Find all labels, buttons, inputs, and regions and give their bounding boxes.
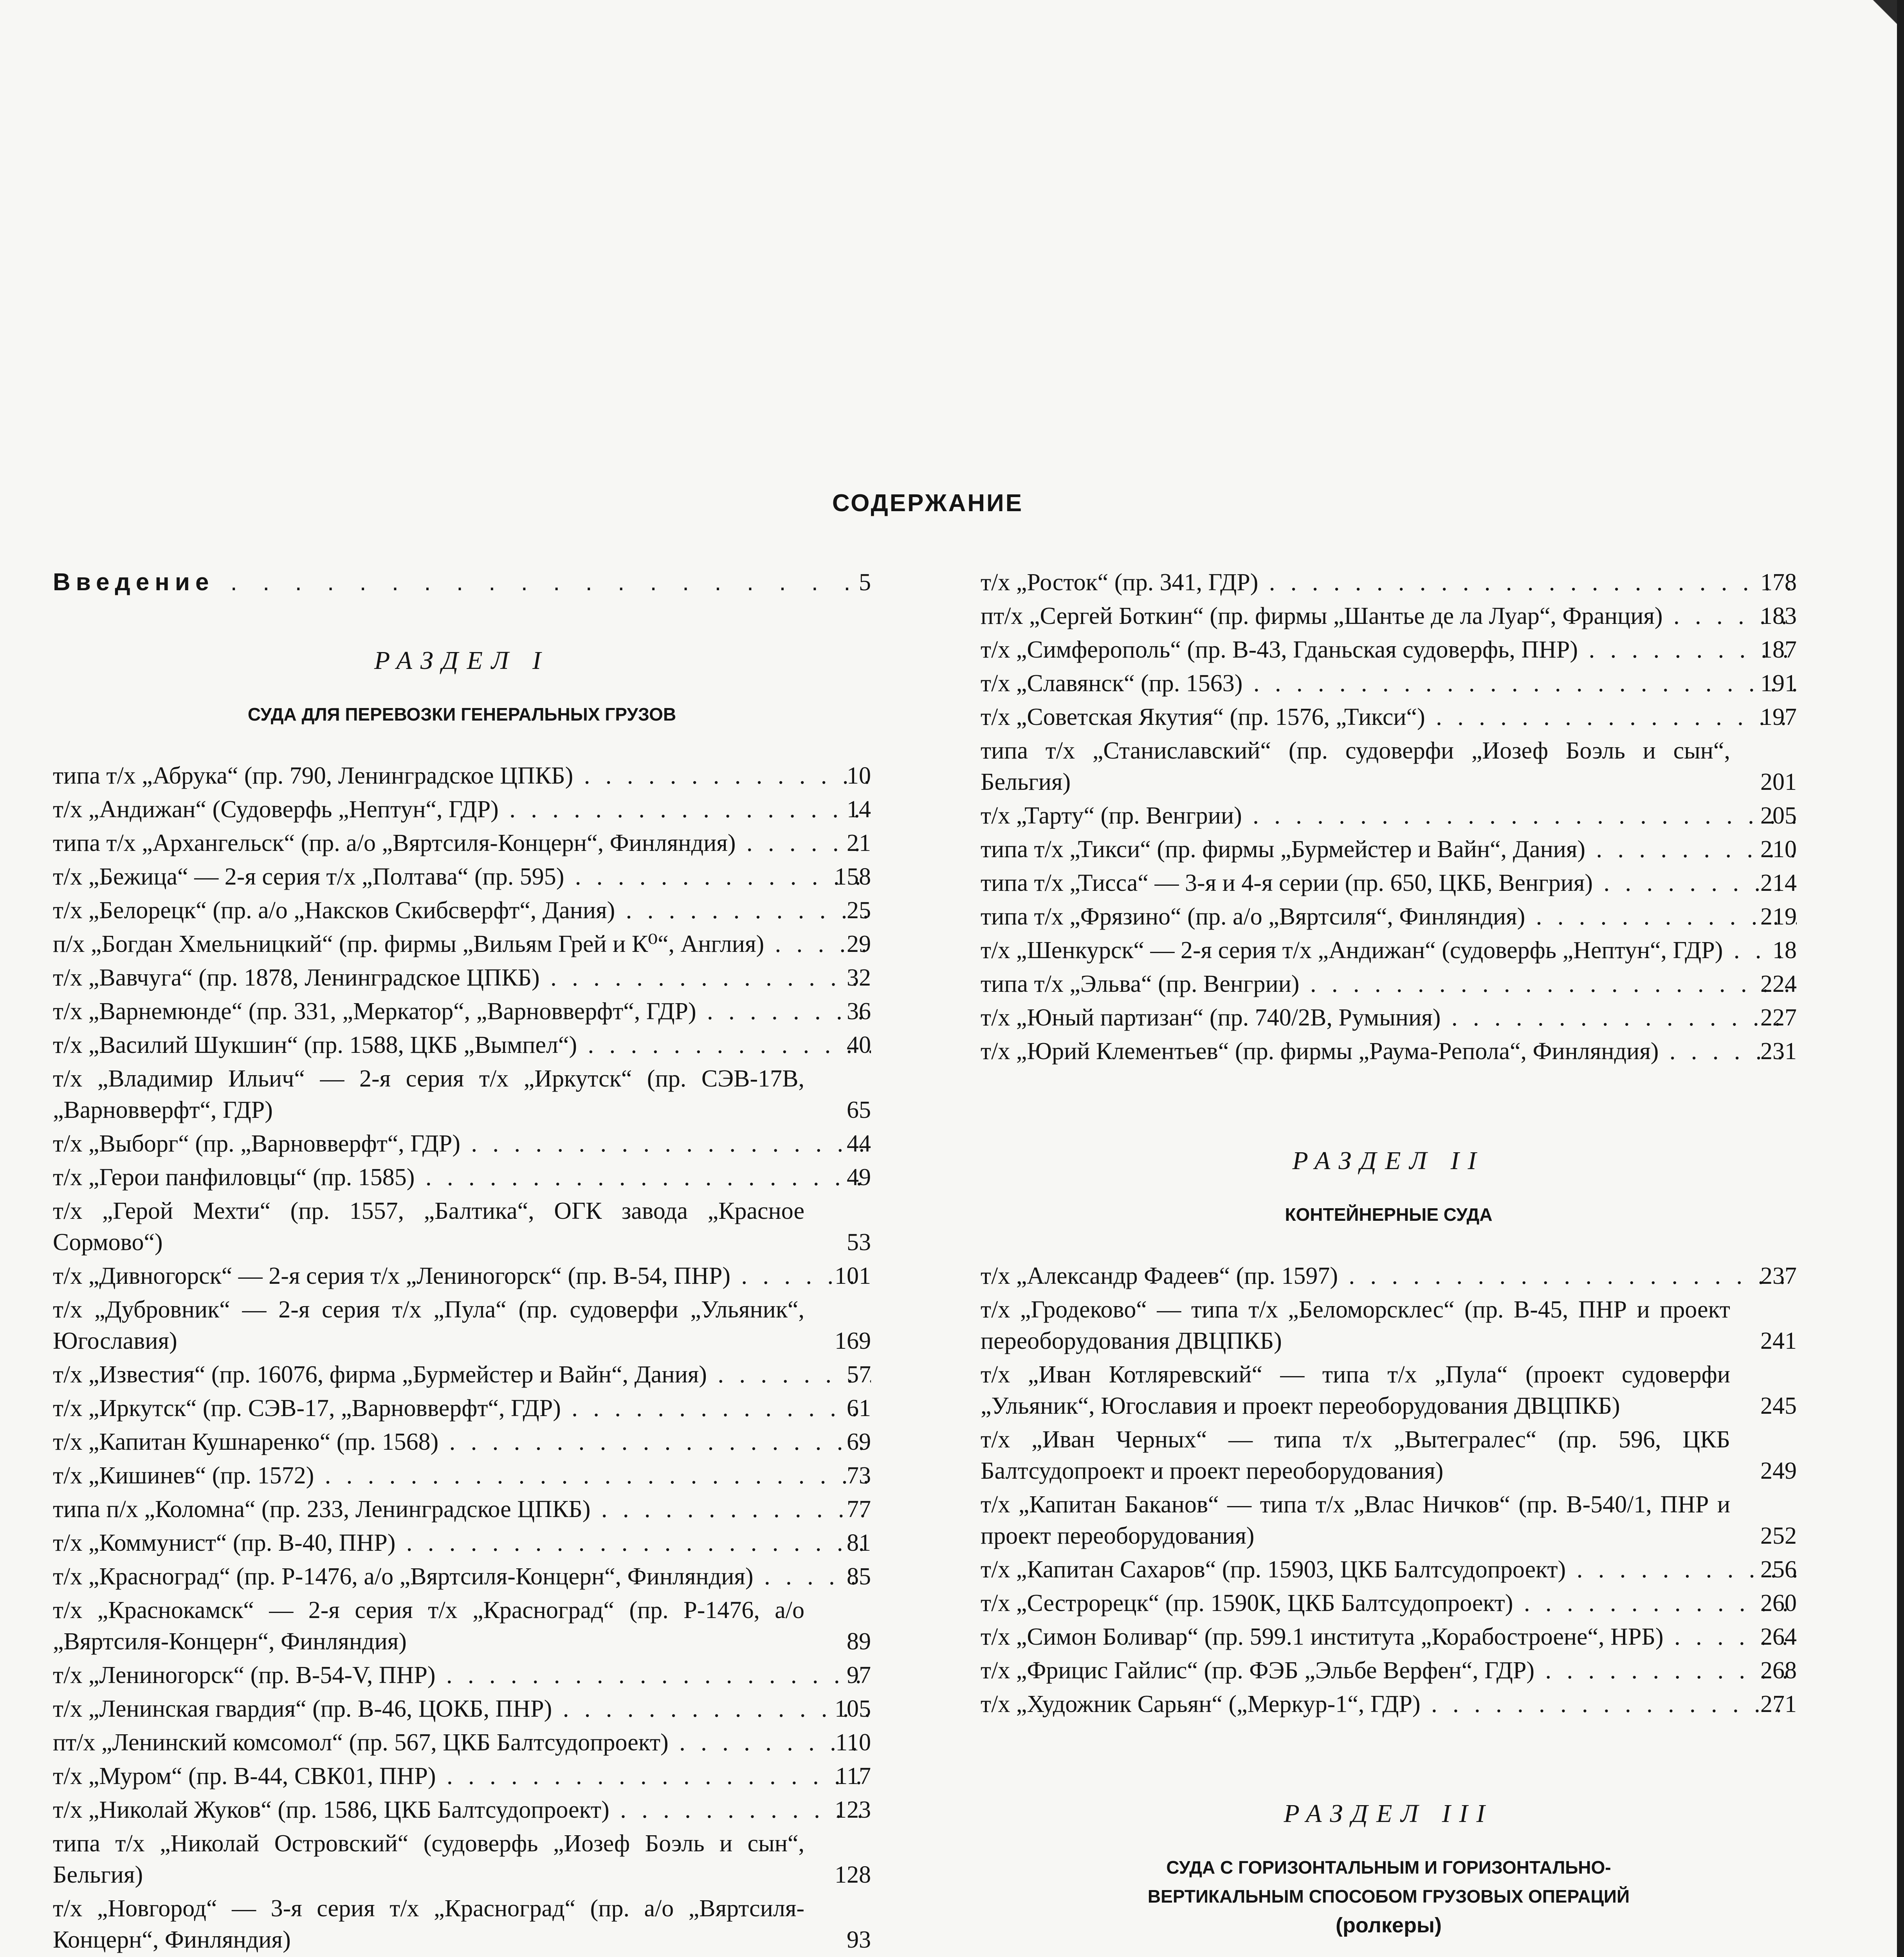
toc-entry[interactable] [53,1761,871,1792]
toc-entry[interactable] [53,827,871,859]
toc-entry-title: т/х „Капитан Сахаров“ (пр. 15903, ЦКБ Балтсудопроект) . . . [981,1554,1797,1585]
toc-entry-page: 187 [1760,636,1797,663]
toc-entry[interactable] [53,1893,871,1955]
toc-entry[interactable] [981,1359,1797,1422]
toc-entry-page: 256 [1760,1556,1797,1583]
toc-entry-title: т/х „Славянск“ (пр. 1563) . . . [981,668,1797,699]
toc-list [981,1260,1797,1720]
toc-entry-title: т/х „Капитан Кушнаренко“ (пр. 1568) . . . [53,1426,871,1458]
toc-entry-page: 10 [847,762,871,789]
toc-entry-page: 29 [847,931,871,957]
toc-entry[interactable] [981,567,1797,598]
toc-entry-page: 268 [1760,1657,1797,1684]
toc-entry[interactable] [53,1693,871,1725]
toc-entry-page: 44 [847,1130,871,1157]
toc-entry-title: т/х „Советская Якутия“ (пр. 1576, „Тикси“) . . . [981,701,1797,733]
toc-entry-page: 245 [1760,1393,1797,1419]
toc-entry-page: 69 [847,1429,871,1455]
toc-entry-page: 249 [1760,1458,1797,1484]
toc-entry-title: типа т/х „Тикси“ (пр. фирмы „Бурмейстер и Вайн“, Дания) . . . [981,834,1797,865]
toc-entry-title: т/х „Бежица“ — 2-я серия т/х „Полтава“ (пр. 595) . . . [53,861,871,892]
toc-entry-page: 93 [847,1926,871,1953]
toc-entry[interactable] [981,1002,1797,1033]
page-title: СОДЕРЖАНИЕ [832,490,1024,517]
toc-entry-page: 205 [1760,802,1797,829]
toc-entry[interactable] [981,1554,1797,1585]
toc-entry-page: 40 [847,1032,871,1058]
toc-entry-intro[interactable] [53,567,871,598]
toc-entry[interactable] [53,1195,871,1258]
toc-entry[interactable] [53,1359,871,1390]
section-subtitle-line: ВЕРТИКАЛЬНЫМ СПОСОБОМ ГРУЗОВЫХ ОПЕРАЦИЙ [1147,1886,1630,1907]
toc-entry[interactable] [53,1727,871,1758]
toc-entry-title: т/х „Дивногорск“ — 2-я серия т/х „Лениногорск“ (пр. В-54, ПНР) . . . [53,1260,871,1292]
section-subtitle-line: СУДА С ГОРИЗОНТАЛЬНЫМ И ГОРИЗОНТАЛЬНО- [1166,1857,1611,1878]
toc-entry-page: 123 [835,1797,871,1823]
toc-entry[interactable] [53,1794,871,1825]
toc-entry[interactable] [981,1621,1797,1652]
toc-entry-title: т/х „Белорецк“ (пр. а/о „Наксков Скибсверфт“, Дания) . . . [53,895,871,926]
toc-entry[interactable] [53,1561,871,1592]
toc-entry-title: т/х „Вавчуга“ (пр. 1878, Ленинградское ЦПКБ) . . . [53,962,871,993]
toc-entry[interactable] [53,794,871,825]
toc-entry-title: т/х „Красноград“ (пр. Р-1476, а/о „Вяртсиля-Концерн“, Финляндия) . . . [53,1561,871,1592]
toc-entry-page: 252 [1760,1523,1797,1549]
toc-entry[interactable] [53,861,871,892]
toc-entry[interactable] [53,1460,871,1491]
toc-entry-title: т/х „Лениногорск“ (пр. В-54-V, ПНР) . . . [53,1660,871,1691]
toc-entry[interactable] [981,668,1797,699]
toc-entry[interactable] [981,1588,1797,1619]
toc-entry[interactable] [981,1036,1797,1067]
section-subtitle: СУДА ДЛЯ ПЕРЕВОЗКИ ГЕНЕРАЛЬНЫХ ГРУЗОВ [247,704,676,724]
toc-entry-page: 183 [1760,603,1797,629]
toc-entry[interactable] [981,1294,1797,1357]
toc-entry[interactable] [53,1260,871,1292]
toc-entry[interactable] [981,1424,1797,1487]
toc-entry-title: т/х „Капитан Баканов“ — типа т/х „Влас Ничков“ (пр. В-540/1, ПНР и проект переоборудования) [981,1491,1730,1549]
toc-entry-page: 169 [835,1328,871,1354]
toc-entry-title: т/х „Герои панфиловцы“ (пр. 1585) . . . [53,1162,871,1193]
toc-entry-page: 191 [1760,670,1797,697]
toc-entry-page: 197 [1760,704,1797,730]
toc-entry-title: т/х „Варнемюнде“ (пр. 331, „Меркатор“, „Варновверфт“, ГДР) . . . [53,996,871,1027]
toc-entry-page: 231 [1760,1038,1797,1065]
toc-entry-page: 260 [1760,1590,1797,1616]
toc-entry[interactable] [53,996,871,1027]
toc-entry-title: т/х „Иван Черных“ — типа т/х „Вытегралес“ (пр. 596, ЦКБ Балтсудопроект и проект переоборудования) [981,1426,1730,1484]
toc-entry-title: т/х „Тарту“ (пр. Венгрии) . . . [981,800,1797,831]
toc-entry[interactable] [53,1393,871,1424]
page-edge-shadow [1897,0,1904,1957]
toc-entry-page: 49 [847,1164,871,1191]
toc-entry-title: т/х „Иркутск“ (пр. СЭВ-17, „Варновверфт“, ГДР) . . . [53,1393,871,1424]
toc-entry[interactable] [53,1063,871,1126]
toc-entry-page: 178 [1760,569,1797,596]
toc-list [53,760,871,1957]
section-heading: РАЗДЕЛ I [374,646,550,675]
toc-entry-page: 85 [847,1563,871,1590]
toc-entry[interactable] [981,1655,1797,1686]
toc-entry-title: т/х „Выборг“ (пр. „Варновверфт“, ГДР) . . . [53,1128,871,1159]
toc-entry[interactable] [981,867,1797,899]
toc-entry-title: т/х „Симон Боливар“ (пр. 599.1 института „Корабостроене“, НРБ) . . . [981,1621,1797,1652]
toc-entry-page: 53 [847,1229,871,1256]
toc-entry-title: т/х „Коммунист“ (пр. В-40, ПНР) . . . [53,1527,871,1559]
toc-entry-title: т/х „Сестрорецк“ (пр. 1590К, ЦКБ Балтсудопроект) . . . [981,1588,1797,1619]
section-heading: РАЗДЕЛ II [1292,1146,1485,1175]
section-heading: РАЗДЕЛ III [1284,1799,1494,1828]
toc-entry[interactable] [981,701,1797,733]
section-subtitle: КОНТЕЙНЕРНЫЕ СУДА [1285,1204,1493,1225]
toc-entry[interactable] [53,1527,871,1559]
toc-entry-title: т/х „Юрий Клементьев“ (пр. фирмы „Раума-Репола“, Финляндия) . . . [981,1036,1797,1067]
section-subtitle-line: (ролкеры) [1335,1914,1442,1937]
toc-entry-title: т/х „Симферополь“ (пр. В-43, Гданьская судоверфь, ПНР) . . . [981,634,1797,665]
toc-entry-title: типа т/х „Николай Островский“ (судоверфь „Иозеф Боэль и сын“, Бельгия) [53,1830,804,1888]
toc-entry-page: 117 [835,1763,871,1789]
toc-entry-page: 219 [1760,903,1797,930]
toc-entry-page: 110 [835,1729,871,1756]
toc-entry-page: 65 [847,1097,871,1123]
toc-entry-title: типа т/х „Фрязино“ (пр. а/о „Вяртсиля“, Финляндия) . . . [981,901,1797,932]
toc-entry[interactable] [53,1595,871,1657]
toc-entry[interactable] [53,1162,871,1193]
toc-entry-title: т/х „Андижан“ (Судоверфь „Нептун“, ГДР) . . . [53,794,871,825]
toc-entry[interactable] [53,1828,871,1890]
toc-entry-page: 73 [847,1462,871,1489]
toc-entry-title: т/х „Иван Котляревский“ — типа т/х „Пула“ (проект судоверфи „Ульяник“, Югославия и проект переоборудования ДВЦПКБ) [981,1361,1730,1419]
toc-entry-page: 214 [1760,870,1797,896]
toc-entry-page: 5 [859,569,871,596]
toc-entry-page: 32 [847,964,871,991]
toc-entry-title: пт/х „Сергей Боткин“ (пр. фирмы „Шантье де ла Луар“, Франция) . . . [981,600,1797,632]
toc-entry-title: п/х „Богдан Хмельницкий“ (пр. фирмы „Вильям Грей и К⁰“, Англия) . . . [53,928,871,960]
toc-entry-title: т/х „Герой Мехти“ (пр. 1557, „Балтика“, ОГК завода „Красное Сормово“) [53,1198,804,1256]
toc-entry-title: типа т/х „Архангельск“ (пр. а/о „Вяртсиля-Концерн“, Финляндия) . . . [53,827,871,859]
toc-entry-title: типа т/х „Абрука“ (пр. 790, Ленинградское ЦПКБ) . . . [53,760,871,791]
toc-entry[interactable] [53,1494,871,1525]
toc-entry[interactable] [53,1029,871,1061]
toc-entry[interactable] [53,928,871,960]
toc-entry-page: 77 [847,1496,871,1523]
toc-entry[interactable] [981,1489,1797,1552]
page-corner-shadow [1850,0,1897,47]
toc-entry[interactable] [981,834,1797,865]
toc-entry-page: 14 [847,796,871,823]
toc-entry[interactable] [981,800,1797,831]
toc-entry-title: типа т/х „Тисса“ — 3-я и 4-я серии (пр. 650, ЦКБ, Венгрия) . . . [981,867,1797,899]
toc-entry[interactable] [53,895,871,926]
toc-entry-title: т/х „Фрицис Гайлис“ (пр. ФЭБ „Эльбе Верфен“, ГДР) . . . [981,1655,1797,1686]
toc-entry-page: 128 [835,1861,871,1888]
toc-entry-title: т/х „Художник Сарьян“ („Меркур-1“, ГДР) . . . [981,1688,1797,1720]
toc-entry-title: типа т/х „Эльва“ (пр. Венгрии) . . . [981,968,1797,1000]
toc-entry-page: 105 [835,1696,871,1722]
toc-entry-title: т/х „Василий Шукшин“ (пр. 1588, ЦКБ „Вымпел“) . . . [53,1029,871,1061]
toc-entry-page: 81 [847,1530,871,1556]
toc-entry-title: т/х „Владимир Ильич“ — 2-я серия т/х „Иркутск“ (пр. СЭВ-17В, „Варновверфт“, ГДР) [53,1065,804,1123]
toc-entry-title: т/х „Ленинская гвардия“ (пр. В-46, ЦОКБ, ПНР) . . . [53,1693,871,1725]
toc-entry-page: 210 [1760,836,1797,863]
toc-entry-title: т/х „Кишинев“ (пр. 1572) . . . [53,1460,871,1491]
toc-entry[interactable] [981,735,1797,798]
toc-entry[interactable] [981,901,1797,932]
toc-entry-page: 97 [847,1662,871,1688]
toc-entry[interactable] [981,1688,1797,1720]
toc-entry-page: 57 [847,1361,871,1388]
toc-entry[interactable] [981,935,1797,966]
toc-entry-title: т/х „Муром“ (пр. В-44, СВК01, ПНР) . . . [53,1761,871,1792]
toc-entry-title: типа п/х „Коломна“ (пр. 233, Ленинградское ЦПКБ) . . . [53,1494,871,1525]
toc-entry[interactable] [53,1294,871,1357]
toc-entry[interactable] [981,1260,1797,1292]
toc-entry-page: 271 [1760,1691,1797,1717]
toc-entry-page: 241 [1760,1328,1797,1354]
toc-entry-title: т/х „Шенкурск“ — 2-я серия т/х „Андижан“ (судоверфь „Нептун“, ГДР) . . . [981,935,1797,966]
toc-entry-page: 101 [835,1263,871,1289]
toc-entry-title: т/х „Краснокамск“ — 2-я серия т/х „Красноград“ (пр. Р-1476, а/о „Вяртсиля-Концерн“, Финляндия) [53,1597,804,1655]
toc-entry-title: т/х „Юный партизан“ (пр. 740/2В, Румыния) . . . [981,1002,1797,1033]
toc-entry[interactable] [53,1660,871,1691]
toc-entry-page: 25 [847,897,871,924]
toc-entry[interactable] [53,962,871,993]
toc-entry-title: т/х „Александр Фадеев“ (пр. 1597) . . . [981,1260,1797,1292]
toc-entry[interactable] [53,760,871,791]
toc-right-column [981,567,1797,1957]
toc-entry-title: т/х „Дубровник“ — 2-я серия т/х „Пула“ (пр. судоверфи „Ульяник“, Югославия) [53,1296,804,1354]
toc-list [981,567,1797,1067]
toc-entry[interactable] [981,968,1797,1000]
toc-entry-title: пт/х „Ленинский комсомол“ (пр. 567, ЦКБ Балтсудопроект) . . . [53,1727,871,1758]
toc-entry-label: Введение . . . [53,567,871,598]
toc-entry-page: 158 [835,863,871,890]
toc-entry[interactable] [981,600,1797,632]
toc-entry-page: 89 [847,1628,871,1655]
toc-entry[interactable] [53,1128,871,1159]
toc-entry-page: 18 [1772,937,1797,964]
toc-entry-page: 201 [1760,769,1797,795]
toc-entry-page: 224 [1760,971,1797,997]
toc-left-column [53,567,871,1957]
toc-entry[interactable] [53,1426,871,1458]
toc-entry-title: т/х „Новгород“ — 3-я серия т/х „Красноград“ (пр. а/о „Вяртсиля-Концерн“, Финляндия) [53,1895,804,1953]
toc-entry-page: 264 [1760,1624,1797,1650]
toc-entry[interactable] [981,634,1797,665]
toc-entry-page: 227 [1760,1004,1797,1031]
toc-entry-page: 36 [847,998,871,1025]
toc-entry-title: т/х „Николай Жуков“ (пр. 1586, ЦКБ Балтсудопроект) . . . [53,1794,871,1825]
toc-entry-title: т/х „Гродеково“ — типа т/х „Беломорсклес“ (пр. В-45, ПНР и проект переоборудования ДВЦПКБ) [981,1296,1730,1354]
toc-entry-page: 237 [1760,1263,1797,1289]
toc-entry-page: 61 [847,1395,871,1422]
toc-entry-title: т/х „Росток“ (пр. 341, ГДР) . . . [981,567,1797,598]
section-subtitle [981,1853,1797,1940]
toc-entry-title: т/х „Известия“ (пр. 16076, фирма „Бурмейстер и Вайн“, Дания) . . . [53,1359,871,1390]
toc-entry-title: типа т/х „Станиславский“ (пр. судоверфи „Иозеф Боэль и сын“, Бельгия) [981,737,1730,795]
toc-entry-page: 21 [847,830,871,856]
